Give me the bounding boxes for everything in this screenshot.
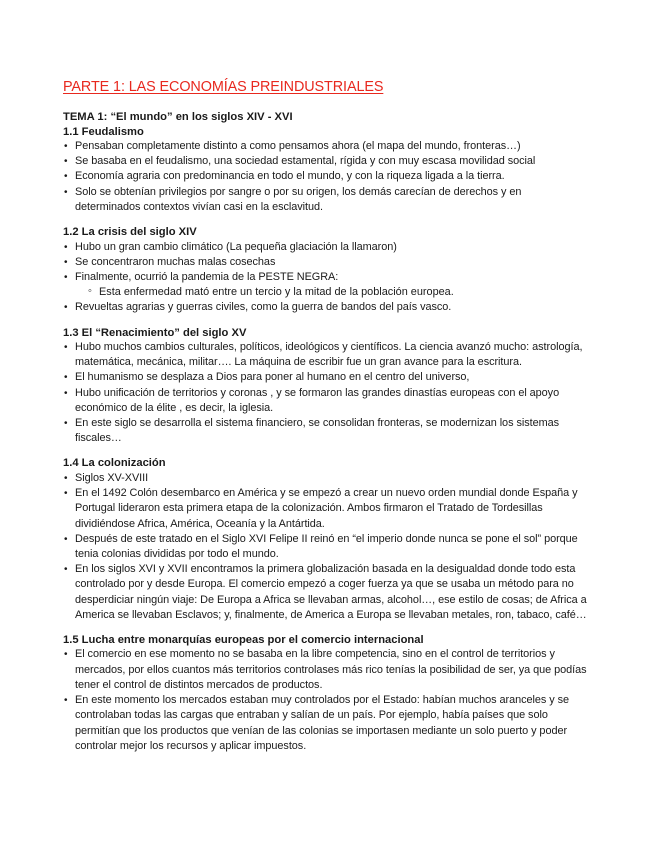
sub-bullet-list: [63, 285, 588, 300]
sub-list-item: ◦ Esta enfermedad mató entre un tercio y la mitad de la población europea.: [63, 285, 588, 300]
section-lucha-monarquias: [63, 633, 588, 754]
list-item: • El humanismo se desplaza a Dios para poner al humano en el centro del universo,: [63, 370, 588, 385]
list-item: • Hubo unificación de territorios y coronas , y se formaron las grandes dinastías europeas con el apoyo económico de la élite , es decir, la iglesia.: [63, 386, 588, 416]
list-item: • En este momento los mercados estaban muy controlados por el Estado: habían muchos aranceles y se controlaban todas las cargas que entraban y salían de un país. Por ejemplo, había países que solo permitían que los productos que venían de las colonias se importasen mediante un solo puerto y poder controlar mejor los recursos y aplicar impuestos.: [63, 693, 588, 754]
section-crisis-siglo-xiv: [63, 225, 588, 316]
list-item: • En el 1492 Colón desembarco en América y se empezó a crear un nuevo orden mundial donde España y Portugal lideraron esta primera etapa de la colonización. Ambos firmaron el Tratado de Tordesillas dividiéndose Africa, América, Oceanía y la Antártida.: [63, 486, 588, 532]
list-item: • Hubo muchos cambios culturales, políticos, ideológicos y científicos. La ciencia avanzó mucho: astrología, matemática, mecánica, militar…. La máquina de escribir fue un gran avance para la escritura.: [63, 340, 588, 370]
bullet-list: [63, 139, 588, 215]
list-item: • En este siglo se desarrolla el sistema financiero, se consolidan fronteras, se modernizan los sistemas fiscales…: [63, 416, 588, 446]
bullet-list: [63, 340, 588, 446]
bullet-list: [63, 240, 588, 286]
list-item: • El comercio en ese momento no se basaba en la libre competencia, sino en el control de territorios y mercados, por ellos cuantos más territorios controlases más rico tenías la posibilidad de ser, ya que podías tener el control de distintos mercados de productos.: [63, 647, 588, 693]
list-item: • Solo se obtenían privilegios por sangre o por su origen, los demás carecían de derechos y en determinados contextos vivían casi en la esclavitud.: [63, 185, 588, 215]
section-title: 1.4 La colonización: [63, 457, 166, 470]
list-item: • Después de este tratado en el Siglo XVI Felipe II reinó en “el imperio donde nunca se pone el sol” porque tenia colonias divididas por todo el mundo.: [63, 532, 588, 562]
list-item: • Pensaban completamente distinto a como pensamos ahora (el mapa del mundo, fronteras…): [63, 139, 588, 154]
section-title: 1.3 El “Renacimiento” del siglo XV: [63, 326, 247, 339]
list-item: • Se basaba en el feudalismo, una sociedad estamental, rígida y con muy escasa movilidad social: [63, 154, 588, 169]
section-title: 1.2 La crisis del siglo XIV: [63, 226, 197, 239]
list-item: • Economía agraria con predominancia en todo el mundo, y con la riqueza ligada a la tierra.: [63, 169, 588, 184]
list-item: • En los siglos XVI y XVII encontramos la primera globalización basada en la desigualdad donde todo esta controlado por y desde Europa. El comercio empezó a coger fuerza ya que se usaba un método para no desperdiciar ningún viaje: De Europa a Africa se llevaban armas, alcohol…, ese estilo de cosas; de Africa a America se llevaban Esclavos; y, finalmente, de America a Europa se llevaban metales, ron, tabaco, café…: [63, 562, 588, 623]
section-title: 1.5 Lucha entre monarquías europeas por el comercio internacional: [63, 633, 424, 646]
bullet-list: [63, 471, 588, 623]
list-item: • Siglos XV-XVIII: [63, 471, 588, 486]
list-item: • Revueltas agrarias y guerras civiles, como la guerra de bandos del país vasco.: [63, 300, 588, 315]
section-renacimiento: [63, 326, 588, 447]
theme-title: TEMA 1: “El mundo” en los siglos XIV - XVI: [63, 111, 293, 123]
section-title: 1.1 Feudalismo: [63, 125, 144, 138]
list-item: • Hubo un gran cambio climático (La pequeña glaciación la llamaron): [63, 240, 588, 255]
bullet-list: [63, 647, 588, 753]
section-colonizacion: [63, 456, 588, 623]
section-feudalismo: [63, 125, 588, 216]
part-title: PARTE 1: LAS ECONOMÍAS PREINDUSTRIALES: [63, 79, 384, 95]
document-page: [63, 79, 588, 764]
bullet-list: [63, 300, 588, 315]
list-item: • Se concentraron muchas malas cosechas: [63, 255, 588, 270]
list-item: • Finalmente, ocurrió la pandemia de la PESTE NEGRA:: [63, 270, 588, 285]
